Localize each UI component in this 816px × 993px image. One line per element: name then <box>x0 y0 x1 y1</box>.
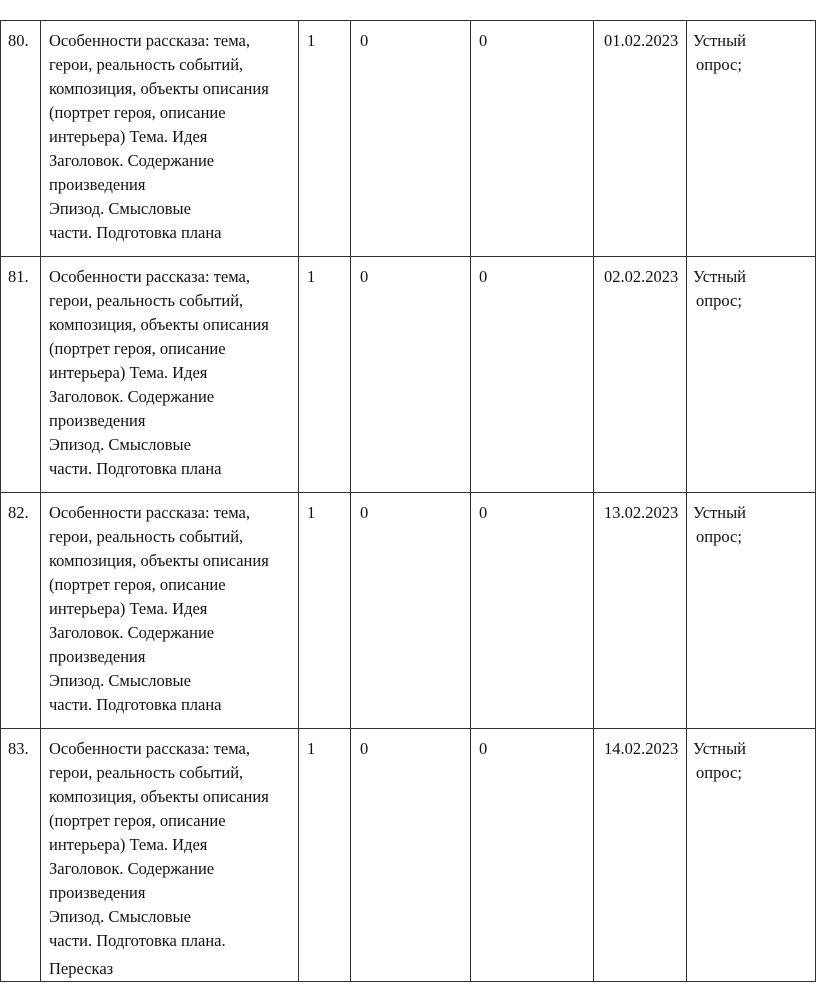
assessment-form-cell <box>687 493 816 729</box>
lesson-number-cell <box>1 257 41 493</box>
table-body <box>1 21 816 982</box>
topic-line: (портрет героя, описание <box>49 103 226 122</box>
assessment-form-cell <box>687 21 816 257</box>
topic-line: интерьера) Тема. Идея <box>49 599 208 618</box>
lesson-date: 01.02.2023 <box>604 31 679 50</box>
practical-work-cell <box>471 257 594 493</box>
table-row <box>1 257 816 493</box>
topic-line: произведения <box>49 175 146 194</box>
topic-line: герои, реальность событий, <box>49 763 244 782</box>
lesson-number: 80. <box>8 31 29 50</box>
practical-work-cell <box>471 493 594 729</box>
topic-line: композиция, объекты описания <box>49 315 269 334</box>
topic-line: Заголовок. Содержание <box>49 387 215 406</box>
topic-line: Эпизод. Смысловые <box>49 671 191 690</box>
table-row <box>1 21 816 257</box>
assessment-form-cell <box>687 729 816 982</box>
lesson-date: 14.02.2023 <box>604 739 679 758</box>
practical-work-hours: 0 <box>479 31 488 50</box>
lesson-date-cell <box>594 257 687 493</box>
topic-line: Особенности рассказа: тема, <box>49 31 250 50</box>
lesson-date: 02.02.2023 <box>604 267 679 286</box>
lesson-number: 83. <box>8 739 29 758</box>
topic-line: части. Подготовка плана <box>49 459 222 478</box>
lesson-date-cell <box>594 21 687 257</box>
topic-line: (портрет героя, описание <box>49 811 226 830</box>
hours-total: 1 <box>307 31 316 50</box>
topic-line: Эпизод. Смысловые <box>49 907 191 926</box>
assessment-form-line: Устный <box>693 739 746 758</box>
lesson-number: 82. <box>8 503 29 522</box>
assessment-form-line: Устный <box>693 503 746 522</box>
lesson-number-cell <box>1 493 41 729</box>
practical-work-hours: 0 <box>479 267 488 286</box>
assessment-form-line: опрос; <box>696 291 742 310</box>
assessment-form-line: опрос; <box>696 763 742 782</box>
lesson-date-cell <box>594 729 687 982</box>
control-work-hours: 0 <box>360 503 369 522</box>
topic-line: произведения <box>49 411 146 430</box>
lesson-topic-cell <box>41 493 299 729</box>
hours-total-cell <box>299 257 351 493</box>
hours-total-cell <box>299 729 351 982</box>
table-row <box>1 493 816 729</box>
practical-work-hours: 0 <box>479 503 488 522</box>
topic-line: герои, реальность событий, <box>49 291 244 310</box>
topic-extra-line: Пересказ <box>49 959 114 978</box>
topic-line: Особенности рассказа: тема, <box>49 739 250 758</box>
topic-line: Эпизод. Смысловые <box>49 199 191 218</box>
topic-line: композиция, объекты описания <box>49 79 269 98</box>
control-work-hours: 0 <box>360 31 369 50</box>
topic-line: произведения <box>49 647 146 666</box>
topic-line: герои, реальность событий, <box>49 527 244 546</box>
hours-total-cell <box>299 493 351 729</box>
topic-line: интерьера) Тема. Идея <box>49 127 208 146</box>
topic-line: интерьера) Тема. Идея <box>49 835 208 854</box>
hours-total: 1 <box>307 267 316 286</box>
hours-total-cell <box>299 21 351 257</box>
practical-work-hours: 0 <box>479 739 488 758</box>
topic-line: Особенности рассказа: тема, <box>49 267 250 286</box>
control-work-hours: 0 <box>360 267 369 286</box>
lesson-number: 81. <box>8 267 29 286</box>
lesson-plan-table <box>0 20 816 982</box>
topic-line: (портрет героя, описание <box>49 339 226 358</box>
topic-line: произведения <box>49 883 146 902</box>
table-row <box>1 729 816 982</box>
lesson-number-cell <box>1 21 41 257</box>
assessment-form-line: опрос; <box>696 527 742 546</box>
lesson-topic-cell <box>41 257 299 493</box>
control-work-cell <box>351 729 471 982</box>
topic-line: Эпизод. Смысловые <box>49 435 191 454</box>
topic-line: (портрет героя, описание <box>49 575 226 594</box>
control-work-cell <box>351 493 471 729</box>
topic-line: Заголовок. Содержание <box>49 623 215 642</box>
assessment-form-line: опрос; <box>696 55 742 74</box>
lesson-number-cell <box>1 729 41 982</box>
control-work-hours: 0 <box>360 739 369 758</box>
topic-line: части. Подготовка плана <box>49 695 222 714</box>
hours-total: 1 <box>307 739 316 758</box>
lesson-topic-cell <box>41 729 299 982</box>
practical-work-cell <box>471 729 594 982</box>
assessment-form-line: Устный <box>693 267 746 286</box>
topic-line: композиция, объекты описания <box>49 551 269 570</box>
hours-total: 1 <box>307 503 316 522</box>
topic-line: интерьера) Тема. Идея <box>49 363 208 382</box>
lesson-date-cell <box>594 493 687 729</box>
assessment-form-line: Устный <box>693 31 746 50</box>
control-work-cell <box>351 21 471 257</box>
control-work-cell <box>351 257 471 493</box>
practical-work-cell <box>471 21 594 257</box>
topic-line: части. Подготовка плана. <box>49 931 226 950</box>
topic-line: части. Подготовка плана <box>49 223 222 242</box>
topic-line: композиция, объекты описания <box>49 787 269 806</box>
assessment-form-cell <box>687 257 816 493</box>
lesson-topic-cell <box>41 21 299 257</box>
topic-line: Заголовок. Содержание <box>49 859 215 878</box>
topic-line: герои, реальность событий, <box>49 55 244 74</box>
lesson-date: 13.02.2023 <box>604 503 679 522</box>
topic-line: Заголовок. Содержание <box>49 151 215 170</box>
topic-line: Особенности рассказа: тема, <box>49 503 250 522</box>
